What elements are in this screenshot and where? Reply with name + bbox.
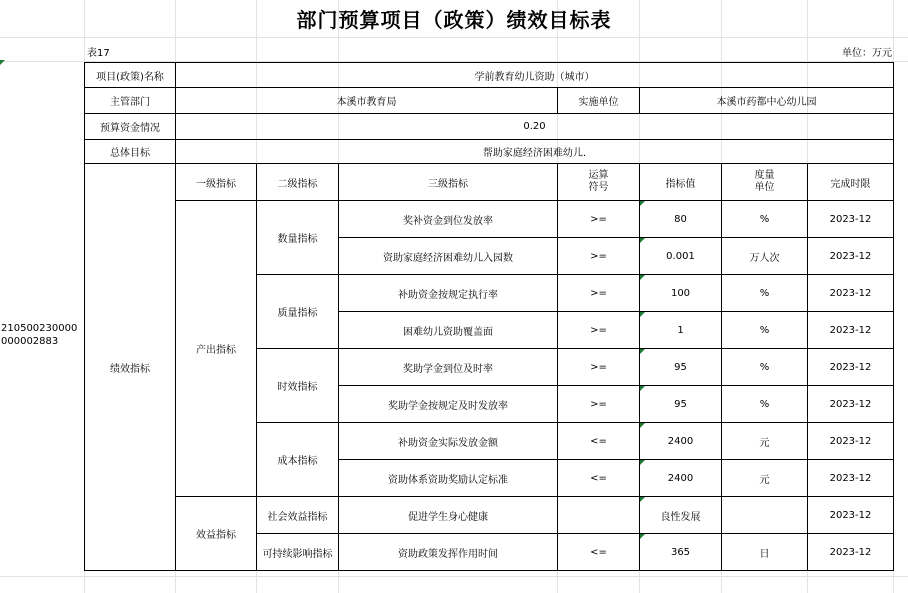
indicator-name: 促进学生身心健康: [339, 497, 558, 534]
indicator-name: 奖助学金到位及时率: [339, 349, 558, 386]
indicator-deadline: 2023-12: [808, 534, 894, 571]
indicator-value[interactable]: 良性发展: [640, 497, 722, 534]
impl-name[interactable]: 本溪市药都中心幼儿园: [640, 88, 894, 114]
fund-value[interactable]: 0.20: [176, 114, 894, 140]
level2-sustain: 可持续影响指标: [257, 534, 339, 571]
perf-label: 绩效指标: [85, 164, 176, 571]
indicator-value[interactable]: 95: [640, 349, 722, 386]
table-row: [85, 201, 894, 238]
level2-quality: 质量指标: [257, 275, 339, 349]
goal-label: 总体目标: [85, 140, 176, 164]
dept-row: [85, 88, 894, 114]
indicator-operator: <=: [558, 460, 640, 497]
indicator-operator: <=: [558, 534, 640, 571]
table-number: 表17: [87, 48, 110, 59]
impl-label: 实施单位: [558, 88, 640, 114]
table-row: [85, 497, 894, 534]
header-deadline: 完成时限: [808, 164, 894, 201]
level1-benefit: 效益指标: [176, 497, 257, 571]
indicator-operator: >=: [558, 312, 640, 349]
indicator-name: 资助政策发挥作用时间: [339, 534, 558, 571]
indicator-value[interactable]: 365: [640, 534, 722, 571]
indicator-deadline: 2023-12: [808, 349, 894, 386]
level2-social: 社会效益指标: [257, 497, 339, 534]
indicator-name: 困难幼儿资助覆盖面: [339, 312, 558, 349]
page-title: 部门预算项目（政策）绩效目标表: [296, 8, 612, 32]
indicator-name: 奖补资金到位发放率: [339, 201, 558, 238]
indicator-operator: >=: [558, 238, 640, 275]
indicator-name: 奖助学金按规定及时发放率: [339, 386, 558, 423]
indicator-unit: 元: [722, 423, 808, 460]
indicator-deadline: 2023-12: [808, 497, 894, 534]
indicator-value[interactable]: 80: [640, 201, 722, 238]
header-level1: 一级指标: [176, 164, 257, 201]
indicator-deadline: 2023-12: [808, 386, 894, 423]
dept-label: 主管部门: [85, 88, 176, 114]
project-label: 项目(政策)名称: [85, 63, 176, 88]
goal-row: [85, 140, 894, 164]
indicator-unit: 元: [722, 460, 808, 497]
project-row: [85, 63, 894, 88]
indicator-operator: >=: [558, 201, 640, 238]
indicator-name: 资助体系资助奖励认定标准: [339, 460, 558, 497]
indicator-unit: %: [722, 386, 808, 423]
indicator-value[interactable]: 2400: [640, 460, 722, 497]
cell-marker-icon: [0, 60, 5, 65]
level1-output: 产出指标: [176, 201, 257, 497]
indicator-value[interactable]: 100: [640, 275, 722, 312]
level2-time: 时效指标: [257, 349, 339, 423]
indicator-unit: %: [722, 312, 808, 349]
fund-row: [85, 114, 894, 140]
indicator-unit: %: [722, 201, 808, 238]
indicator-deadline: 2023-12: [808, 238, 894, 275]
project-name[interactable]: 学前教育幼儿资助（城市）: [176, 63, 894, 88]
fund-label: 预算资金情况: [85, 114, 176, 140]
indicator-deadline: 2023-12: [808, 275, 894, 312]
header-unit: 度量 单位: [722, 164, 808, 201]
indicator-unit: 万人次: [722, 238, 808, 275]
indicator-value[interactable]: 95: [640, 386, 722, 423]
header-row: [85, 164, 894, 201]
indicator-value[interactable]: 2400: [640, 423, 722, 460]
dept-name[interactable]: 本溪市教育局: [176, 88, 558, 114]
indicator-value[interactable]: 1: [640, 312, 722, 349]
indicator-operator: >=: [558, 349, 640, 386]
indicator-deadline: 2023-12: [808, 460, 894, 497]
indicator-name: 补助资金按规定执行率: [339, 275, 558, 312]
indicator-operator: >=: [558, 386, 640, 423]
header-operator: 运算 符号: [558, 164, 640, 201]
indicator-deadline: 2023-12: [808, 423, 894, 460]
indicator-deadline: 2023-12: [808, 201, 894, 238]
performance-table: [84, 62, 894, 571]
header-value: 指标值: [640, 164, 722, 201]
indicator-deadline: 2023-12: [808, 312, 894, 349]
level2-quantity: 数量指标: [257, 201, 339, 275]
header-level2: 二级指标: [257, 164, 339, 201]
goal-text[interactable]: 帮助家庭经济困难幼儿.: [176, 140, 894, 164]
level2-cost: 成本指标: [257, 423, 339, 497]
header-level3: 三级指标: [339, 164, 558, 201]
unit-label: 单位：万元: [842, 48, 892, 59]
indicator-operator: >=: [558, 275, 640, 312]
indicator-unit: %: [722, 349, 808, 386]
indicator-operator: <=: [558, 423, 640, 460]
indicator-name: 资助家庭经济困难幼儿入园数: [339, 238, 558, 275]
indicator-unit: %: [722, 275, 808, 312]
indicator-unit: [722, 497, 808, 534]
project-code: 210500230000000002883: [1, 323, 78, 347]
indicator-value[interactable]: 0.001: [640, 238, 722, 275]
indicator-unit: 日: [722, 534, 808, 571]
indicator-operator: [558, 497, 640, 534]
indicator-name: 补助资金实际发放金额: [339, 423, 558, 460]
